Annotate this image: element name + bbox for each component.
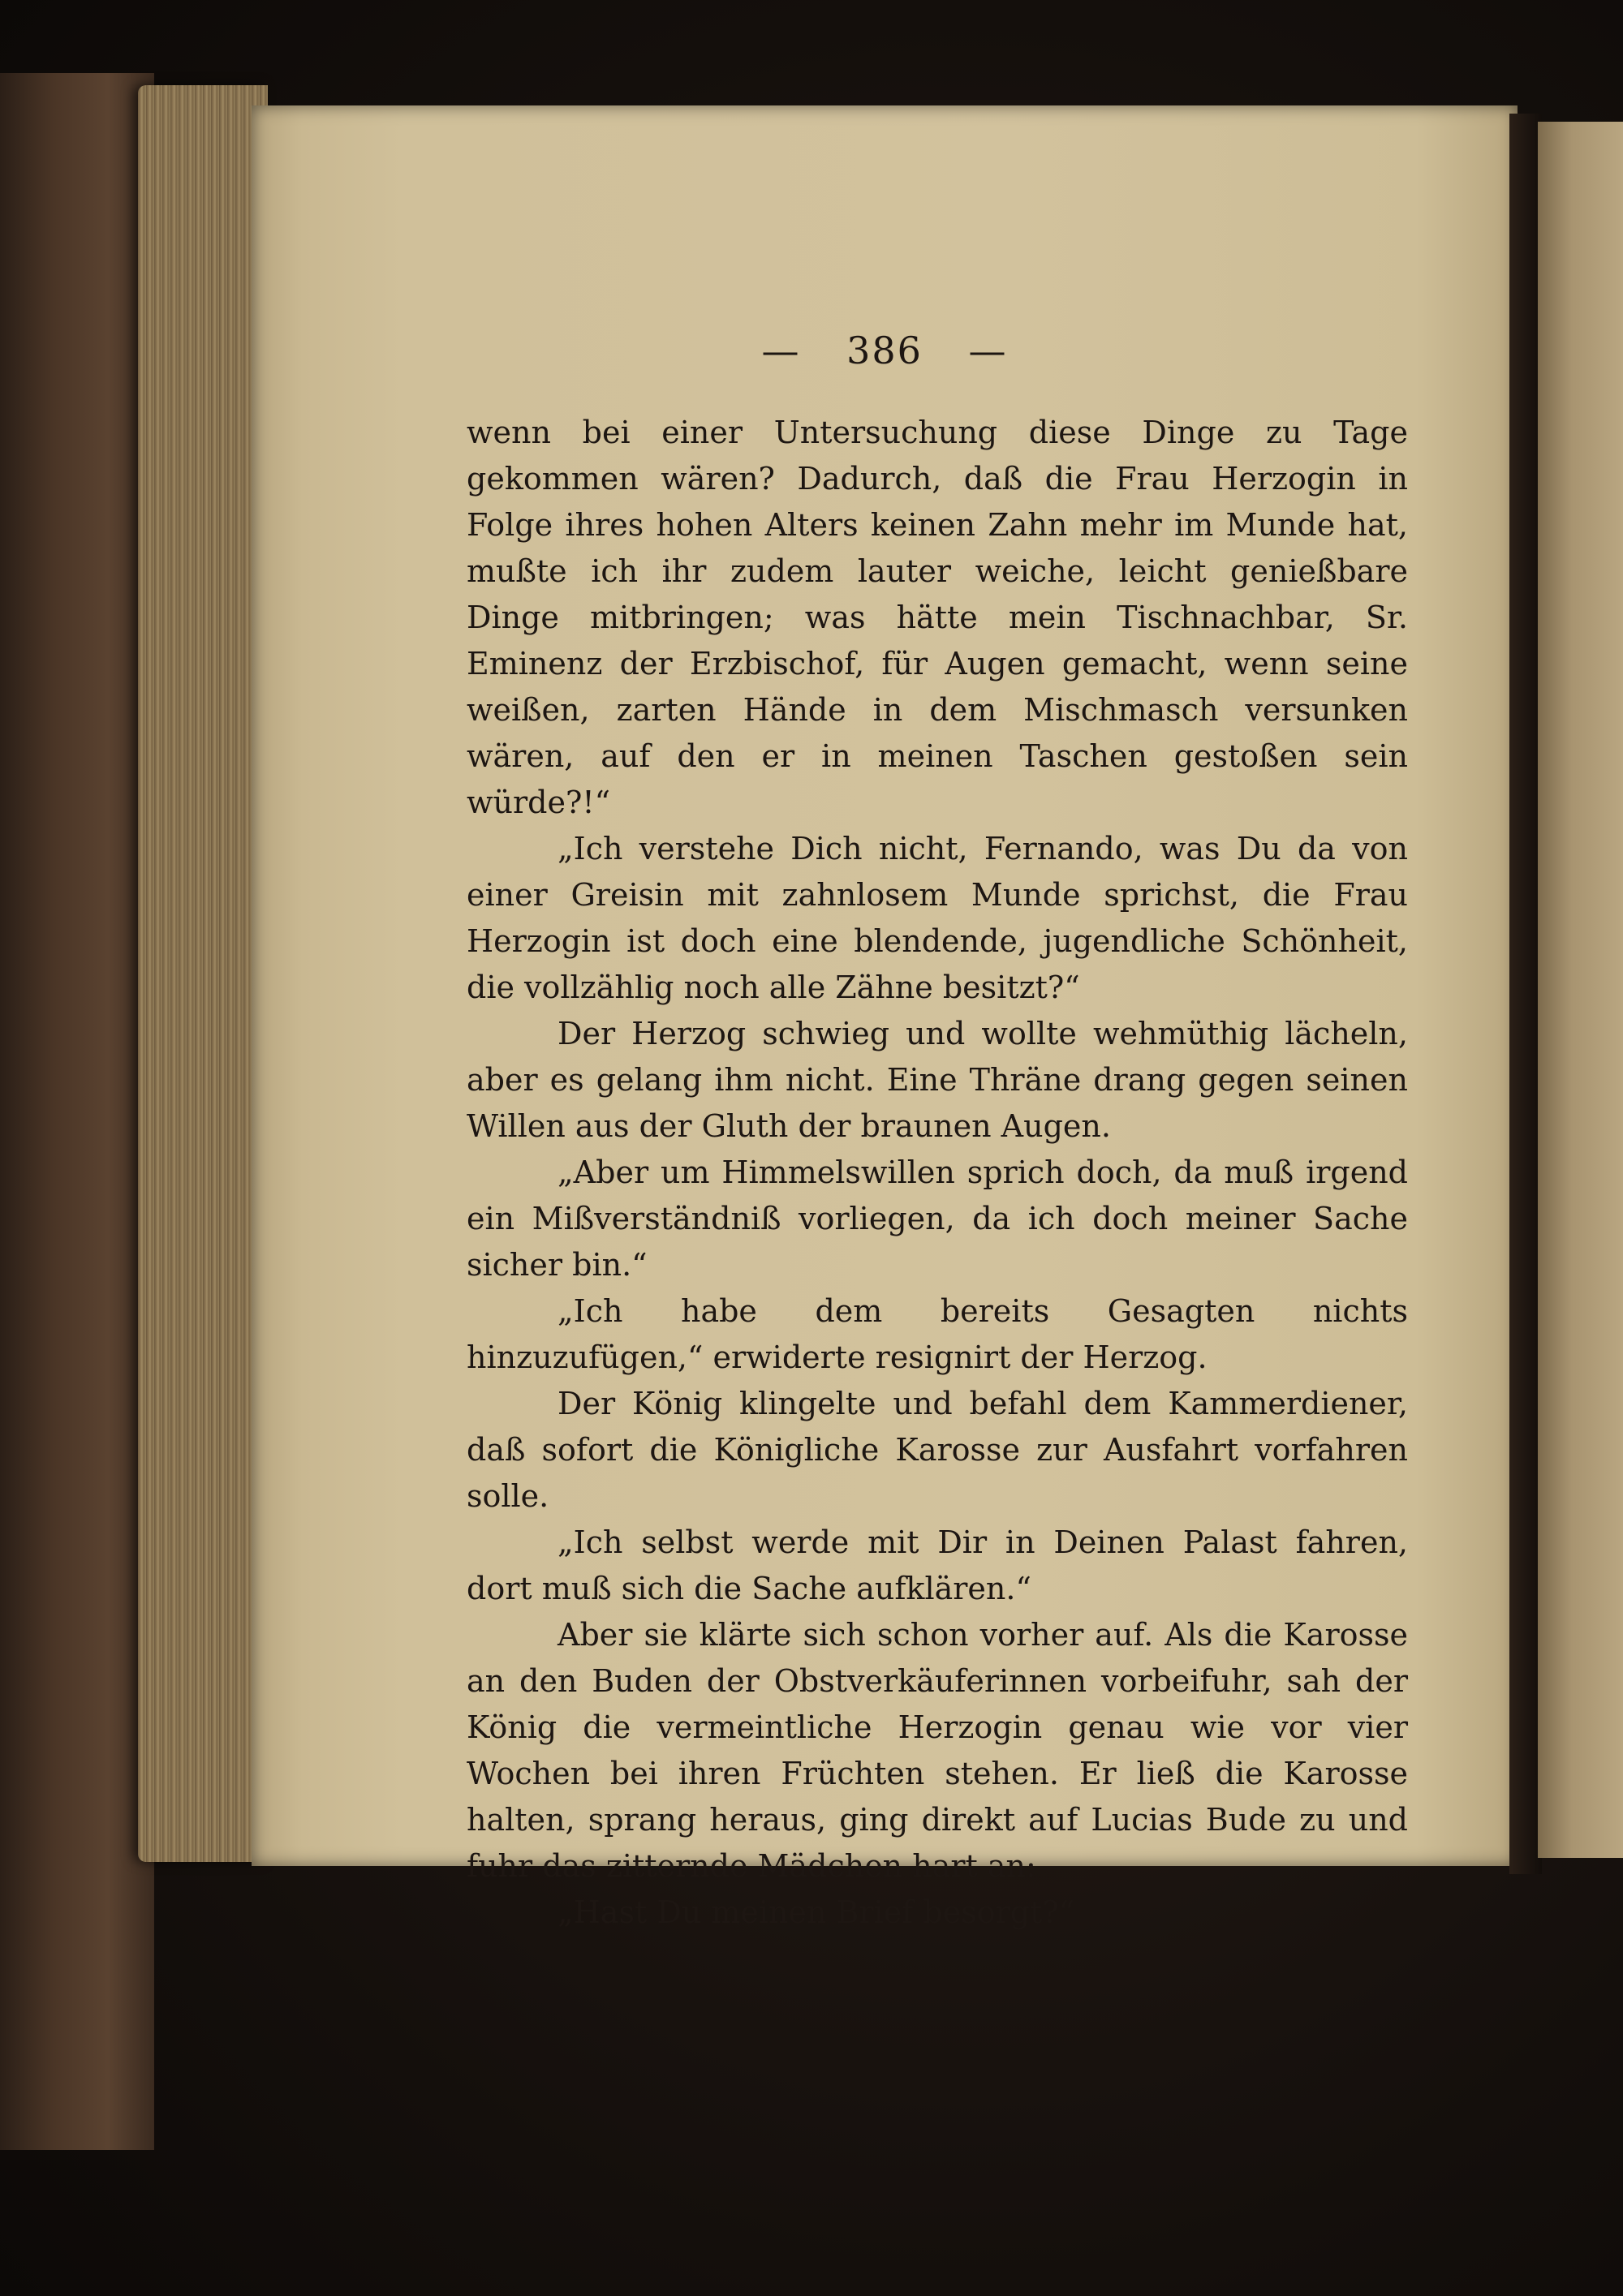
paragraph-9: „Hast Du meinen Brief besorgt?“ bbox=[558, 1894, 1075, 1930]
paragraph-5: „Ich habe dem bereits Gesagten nichts hinzuzufügen,“ erwiderte resignirt der Herzog. bbox=[467, 1293, 1408, 1375]
header-dash-right: — bbox=[968, 329, 1008, 372]
page-number: 386 bbox=[846, 329, 923, 372]
header-dash-left: — bbox=[761, 329, 801, 372]
paragraph-3: Der Herzog schwieg und wollte wehmüthig lächeln, aber es gelang ihm nicht. Eine Thräne drang gegen seinen Willen aus der Gluth der braunen Augen. bbox=[467, 1016, 1408, 1144]
page-header bbox=[252, 329, 1518, 372]
paragraph-6: Der König klingelte und befahl dem Kammerdiener, daß sofort die Königliche Karosse zur Ausfahrt vorfahren solle. bbox=[467, 1386, 1408, 1514]
paragraph-8: Aber sie klärte sich schon vorher auf. Als die Karosse an den Buden der Obstverkäuferinnen vorbeifuhr, sah der König die vermeintliche Herzogin genau wie vor vier Wochen bei ihren Früchten stehen. Er ließ die Karosse halten, sprang heraus, ging direkt auf Lucias Bude zu und fuhr das zitternde Mädchen hart an: bbox=[467, 1617, 1408, 1884]
paragraph-4: „Aber um Himmelswillen sprich doch, da muß irgend ein Mißverständniß vorliegen, da ich doch meiner Sache sicher bin.“ bbox=[467, 1154, 1408, 1283]
book-gutter bbox=[1509, 114, 1542, 1874]
paragraph-2: „Ich verstehe Dich nicht, Fernando, was Du da von einer Greisin mit zahnlosem Munde sprichst, die Frau Herzogin ist doch eine blendende, jugendliche Schönheit, die vollzählig noch alle Zähne besitzt?“ bbox=[467, 831, 1408, 1005]
facing-page-edge bbox=[1538, 122, 1623, 1858]
paragraph-1: wenn bei einer Untersuchung diese Dinge zu Tage gekommen wären? Dadurch, daß die Frau Herzogin in Folge ihres hohen Alters keinen Zahn mehr im Munde hat, mußte ich ihr zudem lauter weiche, leicht genießbare Dinge mitbringen; was hätte mein Tischnachbar, Sr. Eminenz der Erzbischof, für Augen gemacht, wenn seine weißen, zarten Hände in dem Mischmasch versunken wären, auf den er in meinen Taschen gestoßen sein würde?!“ bbox=[467, 415, 1408, 820]
paragraph-7: „Ich selbst werde mit Dir in Deinen Palast fahren, dort muß sich die Sache aufklären.“ bbox=[467, 1524, 1408, 1606]
book-cover-board bbox=[0, 73, 154, 2150]
body-text bbox=[467, 410, 1408, 1936]
page-stack-edge bbox=[138, 85, 268, 1862]
